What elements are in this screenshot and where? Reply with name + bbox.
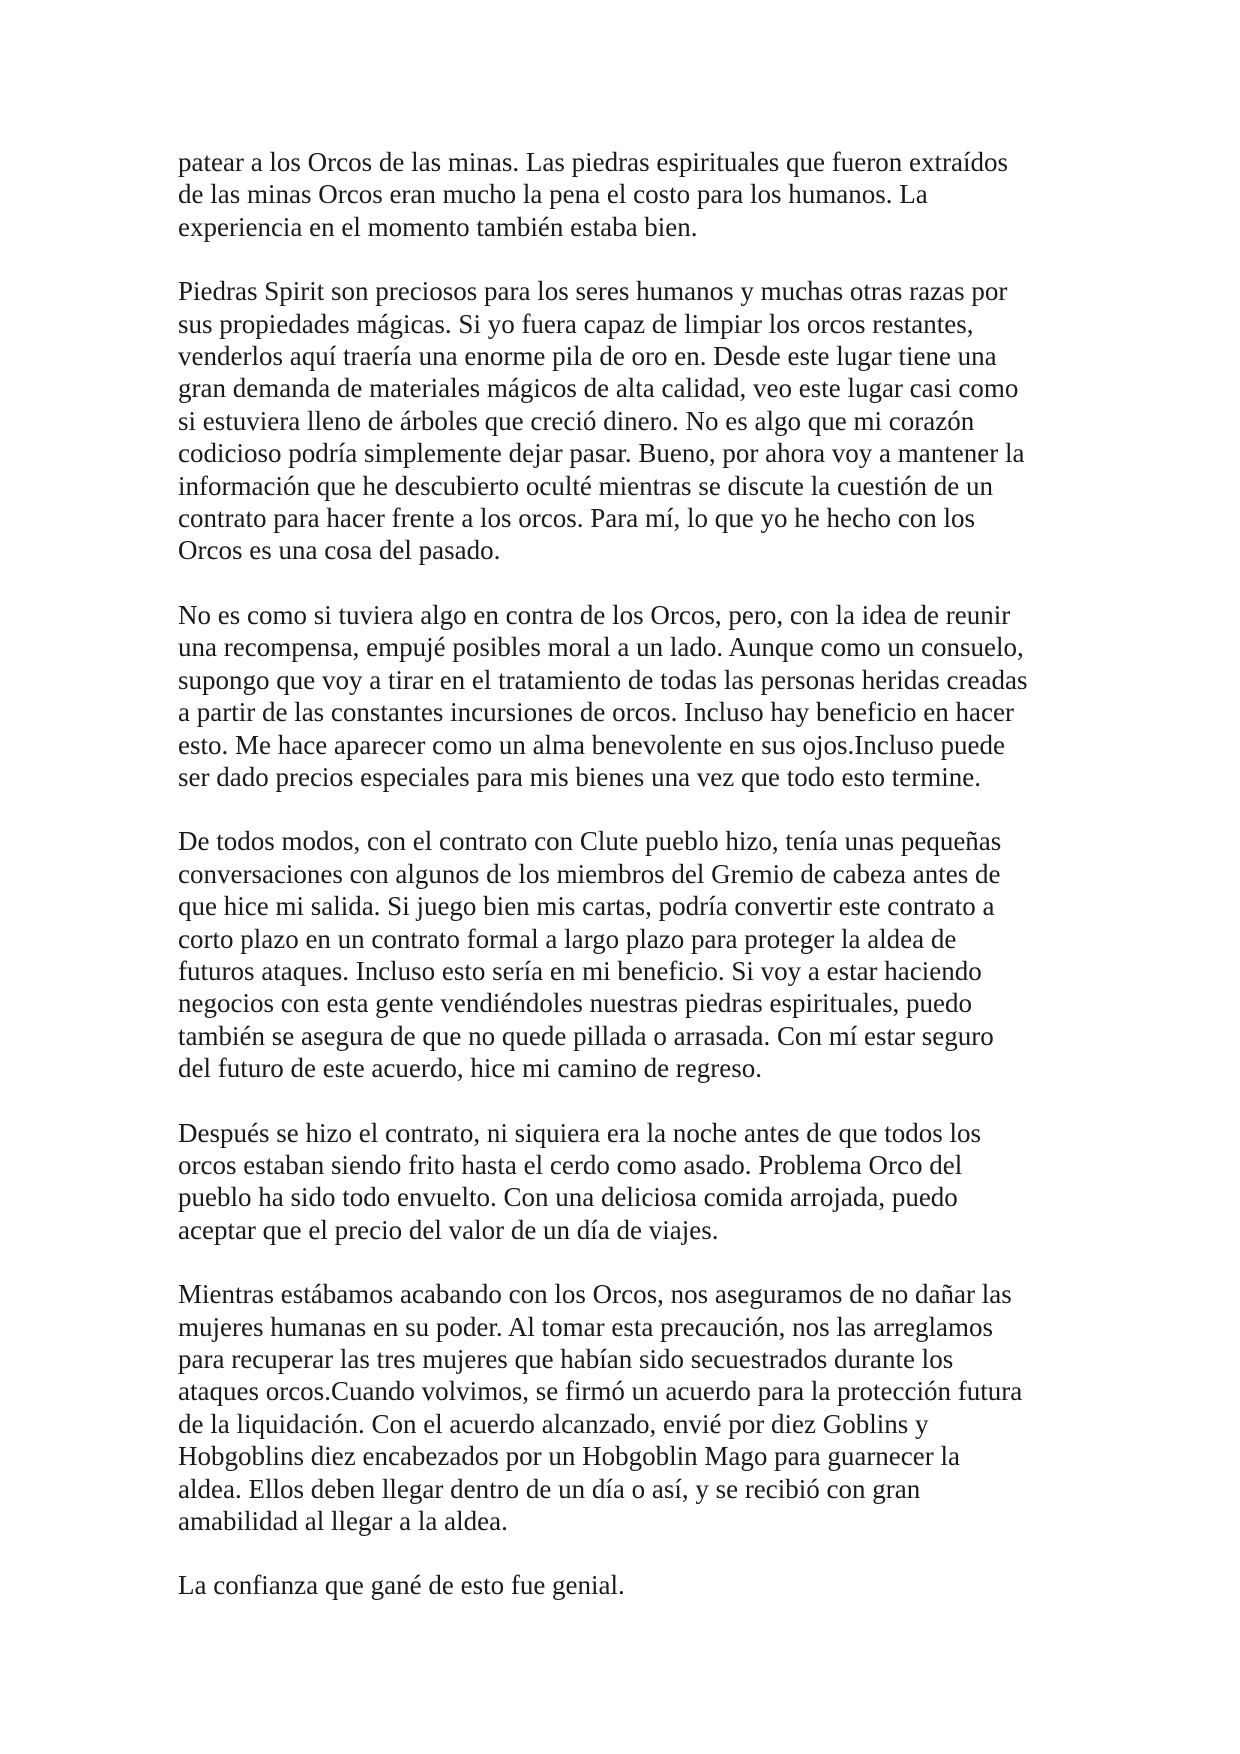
paragraph (178, 275, 1078, 567)
paragraph (178, 1117, 1078, 1247)
text-line: mujeres humanas en su poder. Al tomar esta precaución, nos las arreglamos (178, 1311, 994, 1342)
text-line: información que he descubierto oculté mientras se discute la cuestión de un (178, 470, 993, 501)
text-line: Después se hizo el contrato, ni siquiera era la noche antes de que todos los (178, 1117, 981, 1148)
text-line: venderlos aquí traería una enorme pila de oro en. Desde este lugar tiene una (178, 341, 997, 372)
text-line: aldea. Ellos deben llegar dentro de un día o así, y se recibió con gran (178, 1473, 921, 1504)
text-line: experiencia en el momento también estaba bien. (178, 211, 698, 242)
text-line: amabilidad al llegar a la aldea. (178, 1506, 508, 1537)
text-line: No es como si tuviera algo en contra de los Orcos, pero, con la idea de reunir (178, 599, 1011, 630)
text-line: del futuro de este acuerdo, hice mi camino de regreso. (178, 1053, 763, 1084)
text-line: esto. Me hace aparecer como un alma benevolente en sus ojos.Incluso puede (178, 729, 1005, 760)
text-line: Hobgoblins diez encabezados por un Hobgoblin Mago para guarnecer la (178, 1441, 960, 1472)
text-line: Mientras estábamos acabando con los Orcos, nos aseguramos de no dañar las (178, 1279, 1012, 1310)
text-line: La confianza que gané de esto fue genial. (178, 1570, 625, 1601)
text-line: aceptar que el precio del valor de un día de viajes. (178, 1214, 719, 1245)
text-line: Orcos es una cosa del pasado. (178, 535, 501, 566)
paragraph (178, 825, 1078, 1084)
text-line: contrato para hacer frente a los orcos. Para mí, lo que yo he hecho con los (178, 503, 975, 534)
text-line: también se asegura de que no quede pillada o arrasada. Con mí estar seguro (178, 1020, 994, 1051)
text-line: una recompensa, empujé posibles moral a un lado. Aunque como un consuelo, (178, 632, 1024, 663)
text-line: ser dado precios especiales para mis bienes una vez que todo esto termine. (178, 761, 981, 792)
text-line: codicioso podría simplemente dejar pasar. Bueno, por ahora voy a mantener la (178, 438, 1025, 469)
text-line: futuros ataques. Incluso esto sería en mi beneficio. Si voy a estar haciendo (178, 955, 982, 986)
text-line: que hice mi salida. Si juego bien mis cartas, podría convertir este contrato a (178, 891, 995, 922)
text-line: para recuperar las tres mujeres que habían sido secuestrados durante los (178, 1344, 954, 1374)
text-line: negocios con esta gente vendiéndoles nuestras piedras espirituales, puedo (178, 988, 973, 1019)
text-line: si estuviera lleno de árboles que creció dinero. No es algo que mi corazón (178, 405, 975, 436)
text-line: Piedras Spirit son preciosos para los seres humanos y muchas otras razas por (178, 276, 1008, 307)
text-line: gran demanda de materiales mágicos de alta calidad, veo este lugar casi como (178, 373, 1019, 404)
text-line: de la liquidación. Con el acuerdo alcanzado, envié por diez Goblins y (178, 1408, 929, 1439)
text-line: sus propiedades mágicas. Si yo fuera capaz de limpiar los orcos restantes, (178, 308, 974, 339)
paragraph (178, 146, 1078, 243)
paragraph (178, 1569, 1078, 1601)
paragraph (178, 1278, 1078, 1537)
paragraph (178, 599, 1078, 793)
text-line: orcos estaban siendo frito hasta el cerdo como asado. Problema Orco del (178, 1149, 963, 1180)
text-line: ataques orcos.Cuando volvimos, se firmó un acuerdo para la protección futura (178, 1376, 1023, 1407)
text-line: corto plazo en un contrato formal a largo plazo para proteger la aldea de (178, 923, 957, 954)
text-line: De todos modos, con el contrato con Clute pueblo hizo, tenía unas pequeñas (178, 826, 1002, 857)
text-line: patear a los Orcos de las minas. Las piedras espirituales que fueron extraídos (178, 147, 1008, 177)
text-line: pueblo ha sido todo envuelto. Con una deliciosa comida arrojada, puedo (178, 1182, 958, 1213)
text-line: supongo que voy a tirar en el tratamiento de todas las personas heridas creadas (178, 664, 1028, 695)
text-line: a partir de las constantes incursiones de orcos. Incluso hay beneficio en hacer (178, 697, 1014, 728)
text-line: conversaciones con algunos de los miembros del Gremio de cabeza antes de (178, 858, 1001, 889)
body-text (178, 146, 1078, 1634)
text-line: de las minas Orcos eran mucho la pena el costo para los humanos. La (178, 179, 928, 210)
